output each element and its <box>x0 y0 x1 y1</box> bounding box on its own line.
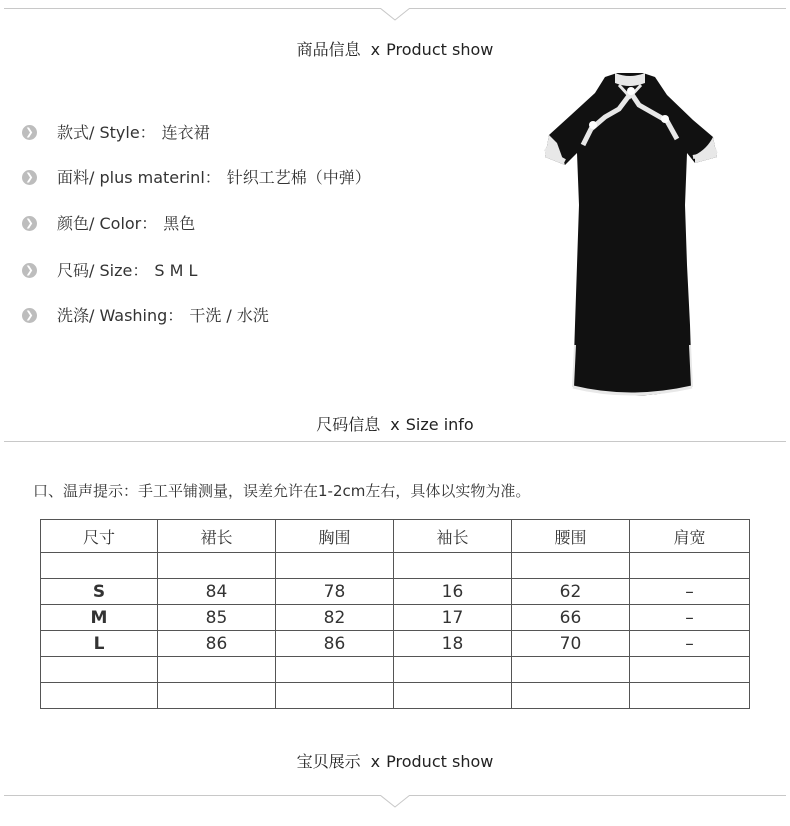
table-cell: 70 <box>512 631 630 657</box>
table-cell: 17 <box>394 605 512 631</box>
table-cell <box>394 657 512 683</box>
table-cell: 66 <box>512 605 630 631</box>
table-cell <box>41 553 158 579</box>
size-table <box>40 519 750 709</box>
table-cell: 85 <box>158 605 276 631</box>
spec-text <box>57 167 371 189</box>
table-cell <box>158 657 276 683</box>
measurement-note: 口、温声提示：手工平铺测量，误差允许在1-2cm左右，具体以实物为准。 <box>33 482 531 500</box>
bottom-notch-chevron-icon <box>380 795 410 808</box>
table-cell: 84 <box>158 579 276 605</box>
table-cell <box>276 553 394 579</box>
showcase-section-title-cn: 宝贝展示 <box>296 752 361 771</box>
table-row <box>41 579 750 605</box>
spec-value: 干洗 / 水洗 <box>189 306 269 325</box>
table-cell <box>512 683 630 709</box>
table-cell: 82 <box>276 605 394 631</box>
table-cell <box>276 683 394 709</box>
table-cell <box>630 657 750 683</box>
table-cell <box>158 683 276 709</box>
table-row <box>41 553 750 579</box>
header-skirt-length: 裙长 <box>158 520 276 553</box>
size-section-title <box>0 412 790 435</box>
table-cell: 16 <box>394 579 512 605</box>
table-cell <box>394 683 512 709</box>
table-cell <box>512 657 630 683</box>
header-shoulder: 肩宽 <box>630 520 750 553</box>
spec-label: 款式/ Style： <box>57 123 156 142</box>
showcase-section-title-x: x <box>370 752 381 771</box>
table-row <box>41 605 750 631</box>
spec-value: 针织工艺棉（中弹） <box>226 168 371 187</box>
table-cell <box>512 553 630 579</box>
table-cell: 18 <box>394 631 512 657</box>
header-size: 尺寸 <box>41 520 158 553</box>
spec-label: 尺码/ Size： <box>57 261 149 280</box>
table-cell: – <box>630 631 750 657</box>
product-section-title <box>0 37 790 60</box>
table-header-row <box>41 520 750 553</box>
chevron-right-icon: ❯ <box>22 263 37 278</box>
table-cell: – <box>630 605 750 631</box>
size-section-title-en: Size info <box>405 415 474 434</box>
table-cell <box>41 657 158 683</box>
size-section-title-cn: 尺码信息 <box>316 415 381 434</box>
table-row <box>41 631 750 657</box>
header-waist: 腰围 <box>512 520 630 553</box>
table-cell: M <box>41 605 158 631</box>
product-section-title-cn: 商品信息 <box>296 40 361 59</box>
chevron-right-icon: ❯ <box>22 216 37 231</box>
size-divider <box>4 441 786 442</box>
table-cell <box>630 553 750 579</box>
spec-label: 颜色/ Color： <box>57 214 158 233</box>
size-section-title-x: x <box>390 415 400 434</box>
spec-value: 连衣裙 <box>161 123 210 142</box>
table-row <box>41 657 750 683</box>
header-bust: 胸围 <box>276 520 394 553</box>
chevron-right-icon: ❯ <box>22 125 37 140</box>
table-cell <box>276 657 394 683</box>
product-section-title-en: Product show <box>386 40 494 59</box>
top-notch-chevron-icon <box>380 8 410 21</box>
product-section-title-x: x <box>370 40 381 59</box>
spec-label: 洗涤/ Washing： <box>57 306 184 325</box>
table-cell <box>158 553 276 579</box>
header-sleeve-length: 袖长 <box>394 520 512 553</box>
dress-product-image <box>535 65 725 405</box>
table-cell: – <box>630 579 750 605</box>
chevron-right-icon: ❯ <box>22 170 37 185</box>
table-cell: S <box>41 579 158 605</box>
spec-text <box>57 260 197 282</box>
showcase-section-title <box>0 749 790 772</box>
table-cell: 78 <box>276 579 394 605</box>
spec-text <box>57 305 269 327</box>
table-cell <box>394 553 512 579</box>
table-cell <box>630 683 750 709</box>
table-row <box>41 683 750 709</box>
table-cell <box>41 683 158 709</box>
spec-label: 面料/ plus materinl： <box>57 168 221 187</box>
table-cell: 86 <box>158 631 276 657</box>
table-cell: 62 <box>512 579 630 605</box>
spec-text <box>57 122 210 144</box>
spec-text <box>57 213 195 235</box>
chevron-right-icon: ❯ <box>22 308 37 323</box>
table-cell: 86 <box>276 631 394 657</box>
showcase-section-title-en: Product show <box>386 752 494 771</box>
spec-value: S M L <box>154 261 198 280</box>
spec-value: 黑色 <box>163 214 196 233</box>
table-cell: L <box>41 631 158 657</box>
